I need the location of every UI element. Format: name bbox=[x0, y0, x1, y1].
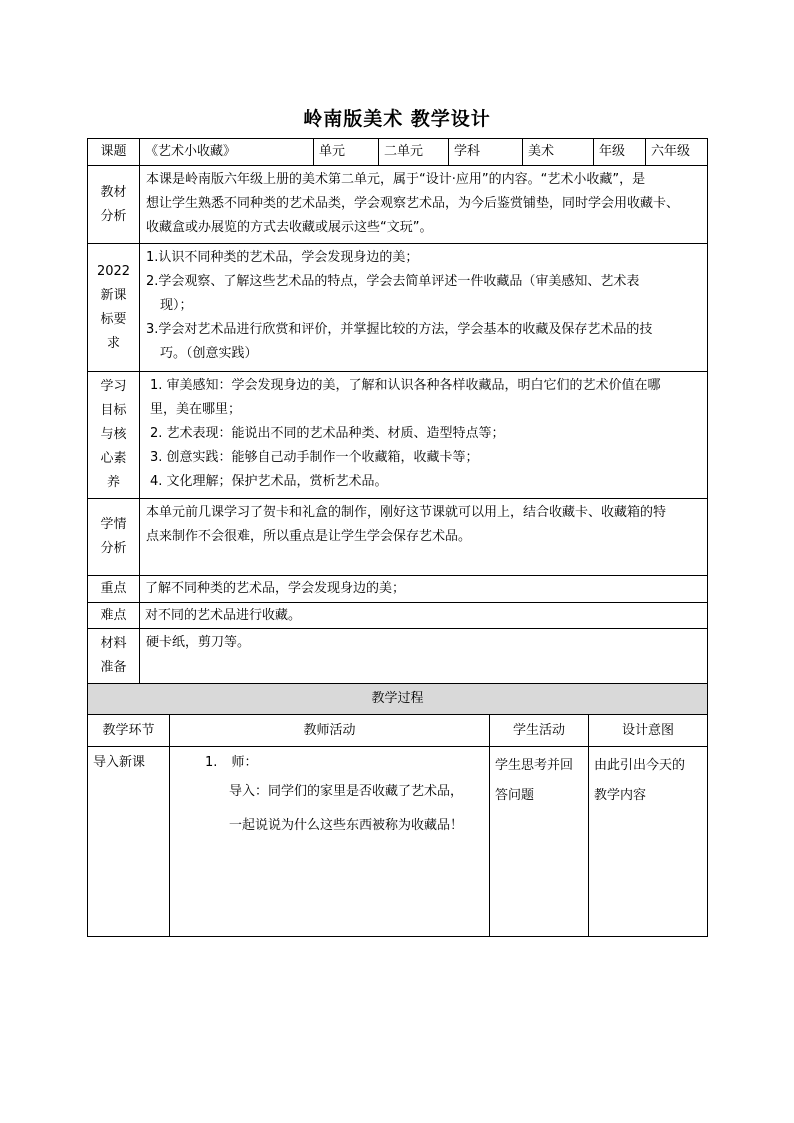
process-title: 教学过程 bbox=[88, 684, 708, 715]
process-header-row bbox=[88, 715, 708, 747]
difficulty-label: 难点 bbox=[88, 603, 140, 629]
learner-analysis-content: 本单元前几课学习了贺卡和礼盒的制作，刚好这节课就可以用上，结合收藏卡、收藏箱的特 点来制作不会很难，所以重点是让学生学会保存艺术品。 bbox=[140, 499, 708, 576]
difficulty-content: 对不同的艺术品进行收藏。 bbox=[140, 603, 708, 629]
curriculum-item: 巧。（创意实践） bbox=[160, 346, 258, 361]
curriculum-label: 2022 新课 标要 求 bbox=[88, 244, 140, 372]
col-header-student: 学生活动 bbox=[490, 715, 589, 747]
curriculum-item: 现）； bbox=[160, 298, 193, 313]
learning-goals-content bbox=[140, 372, 708, 499]
materials-content: 硬卡纸，剪刀等。 bbox=[140, 629, 708, 684]
goal-item: 1. 审美感知：学会发现身边的美，了解和认识各种各样收藏品，明白它们的艺术价值在哪 bbox=[150, 378, 661, 393]
grade-value: 六年级 bbox=[646, 139, 708, 166]
learner-analysis-row bbox=[88, 499, 708, 576]
stage-cell: 导入新课 bbox=[88, 747, 170, 937]
material-analysis-label: 教材 分析 bbox=[88, 166, 140, 244]
goal-item: 2. 艺术表现：能说出不同的艺术品种类、材质、造型特点等； bbox=[150, 426, 505, 441]
curriculum-row bbox=[88, 244, 708, 372]
topic-value: 《艺术小收藏》 bbox=[140, 139, 314, 166]
teaching-process-table bbox=[87, 683, 708, 937]
header-row bbox=[88, 139, 708, 166]
curriculum-content bbox=[140, 244, 708, 372]
document-title: 岭南版美术 教学设计 bbox=[303, 108, 491, 130]
learner-analysis-label: 学情 分析 bbox=[88, 499, 140, 576]
goal-item: 3. 创意实践：能够自己动手制作一个收藏箱，收藏卡等； bbox=[150, 450, 479, 465]
difficulty-row bbox=[88, 603, 708, 629]
curriculum-item: 1.认识不同种类的艺术品，学会发现身边的美； bbox=[146, 250, 419, 265]
col-header-teacher: 教师活动 bbox=[170, 715, 490, 747]
materials-label: 材料 准备 bbox=[88, 629, 140, 684]
material-analysis-row bbox=[88, 166, 708, 244]
key-point-content: 了解不同种类的艺术品，学会发现身边的美； bbox=[140, 576, 708, 603]
key-point-label: 重点 bbox=[88, 576, 140, 603]
key-point-row bbox=[88, 576, 708, 603]
materials-row bbox=[88, 629, 708, 684]
curriculum-item: 2.学会观察、了解这些艺术品的特点，学会去简单评述一件收藏品（审美感知、艺术表 bbox=[146, 274, 640, 289]
learning-goals-label: 学习 目标 与核 心素 养 bbox=[88, 372, 140, 499]
topic-label: 课题 bbox=[88, 139, 140, 166]
grade-label: 年级 bbox=[594, 139, 646, 166]
col-header-intent: 设计意图 bbox=[589, 715, 708, 747]
process-row bbox=[88, 747, 708, 937]
subject-label: 学科 bbox=[449, 139, 523, 166]
design-intent-cell: 由此引出今天的 教学内容 bbox=[589, 747, 708, 937]
teacher-line: 导入：同学们的家里是否收藏了艺术品， bbox=[229, 784, 464, 799]
learning-goals-row bbox=[88, 372, 708, 499]
goal-item: 4. 文化理解；保护艺术品，赏析艺术品。 bbox=[150, 474, 388, 489]
teacher-head: 师： bbox=[231, 755, 258, 770]
unit-value: 二单元 bbox=[379, 139, 449, 166]
lesson-info-table bbox=[87, 138, 708, 684]
subject-value: 美术 bbox=[523, 139, 594, 166]
goal-item: 里，美在哪里； bbox=[150, 402, 242, 417]
teacher-activity-cell bbox=[170, 747, 490, 937]
teacher-list-number: 1. bbox=[205, 755, 218, 770]
teacher-line: 一起说说为什么这些东西被称为收藏品！ bbox=[229, 818, 464, 833]
unit-label: 单元 bbox=[314, 139, 379, 166]
curriculum-item: 3.学会对艺术品进行欣赏和评价，并掌握比较的方法，学会基本的收藏及保存艺术品的技 bbox=[146, 322, 653, 337]
material-analysis-content: 本课是岭南版六年级上册的美术第二单元，属于“设计·应用”的内容。“艺术小收藏”，是 想让学生熟悉不同种类的艺术品类，学会观察艺术品，为今后鉴赏铺垫，同时学会用收藏卡、 收藏盒或办展览的方式去收藏或展示这些“文玩”。 bbox=[140, 166, 708, 244]
student-activity-cell: 学生思考并回 答问题 bbox=[490, 747, 589, 937]
col-header-stage: 教学环节 bbox=[88, 715, 170, 747]
